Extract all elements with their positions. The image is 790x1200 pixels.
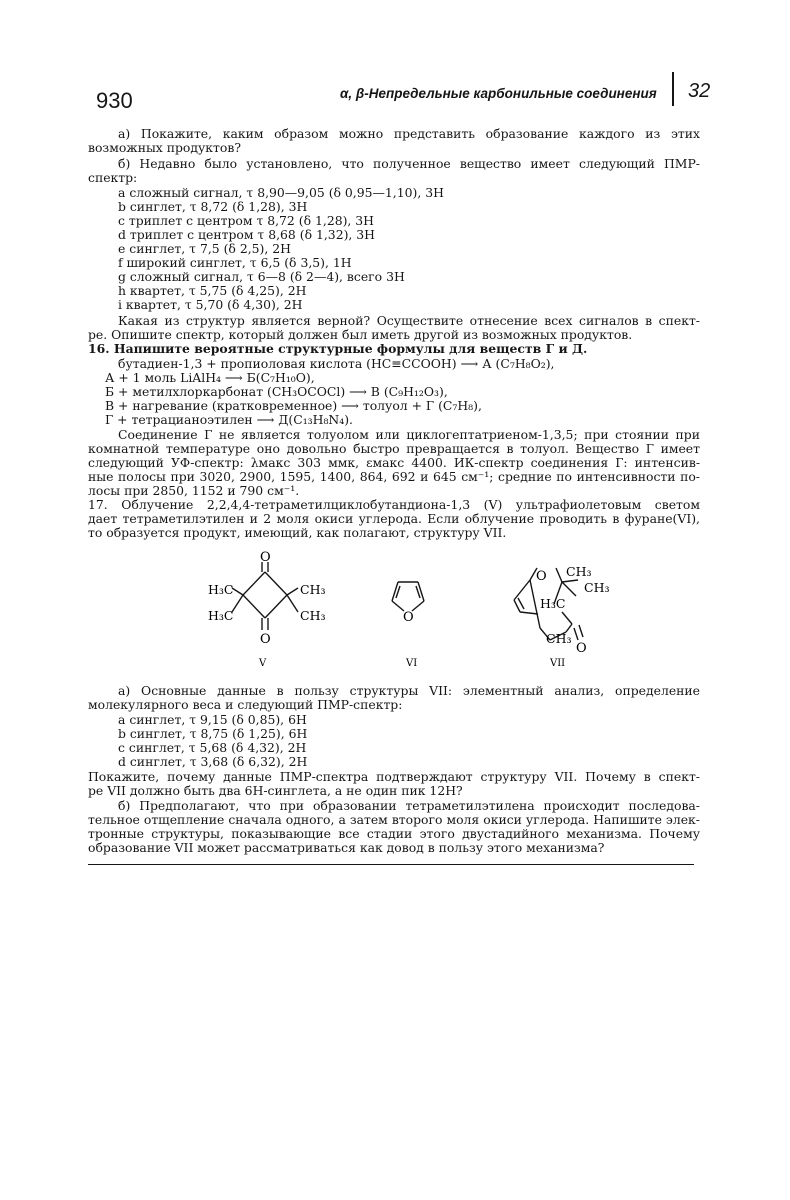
vi-label: VI bbox=[406, 658, 418, 669]
end-rule bbox=[88, 864, 694, 865]
text-line: возможных продуктов? bbox=[88, 140, 241, 155]
spectrum-line: d синглет, τ 3,68 (δ 6,32), 2H bbox=[118, 754, 308, 769]
spectrum-line: b синглет, τ 8,72 (δ 1,28), 3H bbox=[118, 199, 308, 214]
v-oxygen-top: O bbox=[260, 550, 271, 565]
text-line: а) Покажите, каким образом можно представить образование каждого из этих bbox=[118, 126, 700, 141]
reaction-line: В + нагревание (кратковременное) ⟶ толуол + Г (C₇H₈), bbox=[105, 398, 482, 413]
reaction-line: бутадиен-1,3 + пропиоловая кислота (HC≡CCOOH) ⟶ А (C₇H₈O₂), bbox=[118, 356, 555, 371]
structure-v bbox=[232, 562, 298, 630]
reaction-line: Г + тетрацианоэтилен ⟶ Д(C₁₃H₈N₄). bbox=[105, 412, 353, 427]
spectrum-line: e синглет, τ 7,5 (δ 2,5), 2H bbox=[118, 241, 291, 256]
vi-oxygen: O bbox=[403, 610, 414, 625]
v-oxygen-bottom: O bbox=[260, 632, 271, 647]
vii-label: VII bbox=[550, 658, 566, 669]
vii-oxygen-bridge: O bbox=[536, 569, 547, 584]
spectrum-line: c синглет, τ 5,68 (δ 4,32), 2H bbox=[118, 740, 307, 755]
spectrum-line: c триплет с центром τ 8,72 (δ 1,28), 3H bbox=[118, 213, 374, 228]
spectrum-line: h квартет, τ 5,75 (δ 4,25), 2H bbox=[118, 283, 307, 298]
text-line: лосы при 2850, 1152 и 790 см⁻¹. bbox=[88, 483, 300, 498]
text-line: тронные структуры, показывающие все стадии этого двустадийного механизма. Почему bbox=[88, 826, 700, 841]
reaction-line: А + 1 моль LiAlH₄ ⟶ Б(C₇H₁₀O), bbox=[105, 370, 315, 385]
problem-17-heading: 17. Облучение 2,2,4,4-тетраметилциклобутандиона-1,3 (V) ультрафиолетовым светом bbox=[88, 497, 700, 512]
text-line: образование VII может рассматриваться как довод в пользу этого механизма? bbox=[88, 840, 605, 855]
vii-methyl-low: CH₃ bbox=[546, 631, 572, 646]
structure-vi bbox=[392, 582, 424, 611]
v-methyl-br: CH₃ bbox=[300, 608, 326, 623]
text-line: спектр: bbox=[88, 170, 138, 185]
v-methyl-tr: CH₃ bbox=[300, 582, 326, 597]
vii-oxygen-keto: O bbox=[576, 641, 587, 656]
text-line: молекулярного веса и следующий ПМР-спектр: bbox=[88, 697, 403, 712]
v-methyl-bl: H₃C bbox=[208, 608, 234, 623]
vii-methyl-right: CH₃ bbox=[584, 580, 610, 595]
vii-methyl-left: H₃C bbox=[540, 596, 566, 611]
text-line: Соединение Г не является толуолом или циклогептатриеном-1,3,5; при стоянии при bbox=[118, 427, 700, 442]
text-line: дает тетраметилэтилен и 2 моля окиси углерода. Если облучение проводить в фуране(VI), bbox=[88, 511, 700, 526]
text-line: следующий УФ-спектр: λмакс 303 ммк, εмакс 4400. ИК-спектр соединения Г: интенсив- bbox=[88, 455, 700, 470]
text-line: тельное отщепление сначала одного, а затем второго моля окиси углерода. Напишите элек- bbox=[88, 812, 700, 827]
text-line: ре VII должно быть два 6H-синглета, а не один пик 12H? bbox=[88, 783, 463, 798]
vii-methyl-top: CH₃ bbox=[566, 564, 592, 579]
v-methyl-tl: H₃C bbox=[208, 582, 234, 597]
text-line: ные полосы при 3020, 2900, 1595, 1400, 864, 692 и 645 см⁻¹; средние по интенсивности по- bbox=[88, 469, 700, 484]
text-line: б) Недавно было установлено, что полученное вещество имеет следующий ПМР- bbox=[118, 156, 700, 171]
text-line: комнатной температуре оно довольно быстро превращается в толуол. Вещество Г имеет bbox=[88, 441, 700, 456]
running-title: α, β-Непредельные карбонильные соединения bbox=[340, 86, 657, 101]
text-line: ре. Опишите спектр, который должен был иметь другой из возможных продуктов. bbox=[88, 327, 633, 342]
text-line: Покажите, почему данные ПМР-спектра подтверждают структуру VII. Почему в спект- bbox=[88, 769, 700, 784]
spectrum-line: d триплет с центром τ 8,68 (δ 1,32), 3H bbox=[118, 227, 375, 242]
v-label: V bbox=[259, 658, 267, 669]
spectrum-line: i квартет, τ 5,70 (δ 4,30), 2H bbox=[118, 297, 303, 312]
chapter-number: 32 bbox=[688, 80, 711, 102]
text-line: то образуется продукт, имеющий, как полагают, структуру VII. bbox=[88, 525, 507, 540]
text-line: Какая из структур является верной? Осуществите отнесение всех сигналов в спект- bbox=[118, 313, 700, 328]
spectrum-line: b синглет, τ 8,75 (δ 1,25), 6H bbox=[118, 726, 308, 741]
spectrum-line: a синглет, τ 9,15 (δ 0,85), 6H bbox=[118, 712, 307, 727]
spectrum-line: g сложный сигнал, τ 6—8 (δ 2—4), всего 3H bbox=[118, 269, 405, 284]
spectrum-line: f широкий синглет, τ 6,5 (δ 3,5), 1H bbox=[118, 255, 352, 270]
page-number: 930 bbox=[96, 88, 133, 113]
problem-16-heading: 16. Напишите вероятные структурные формулы для веществ Г и Д. bbox=[88, 341, 588, 356]
reaction-line: Б + метилхлоркарбонат (CH₃OCOCl) ⟶ В (C₉H₁₂O₃), bbox=[105, 384, 448, 399]
text-line: а) Основные данные в пользу структуры VII: элементный анализ, определение bbox=[118, 683, 700, 698]
text-line: б) Предполагают, что при образовании тетраметилэтилена происходит последова- bbox=[118, 798, 700, 813]
spectrum-line: a сложный сигнал, τ 8,90—9,05 (δ 0,95—1,10), 3H bbox=[118, 185, 444, 200]
